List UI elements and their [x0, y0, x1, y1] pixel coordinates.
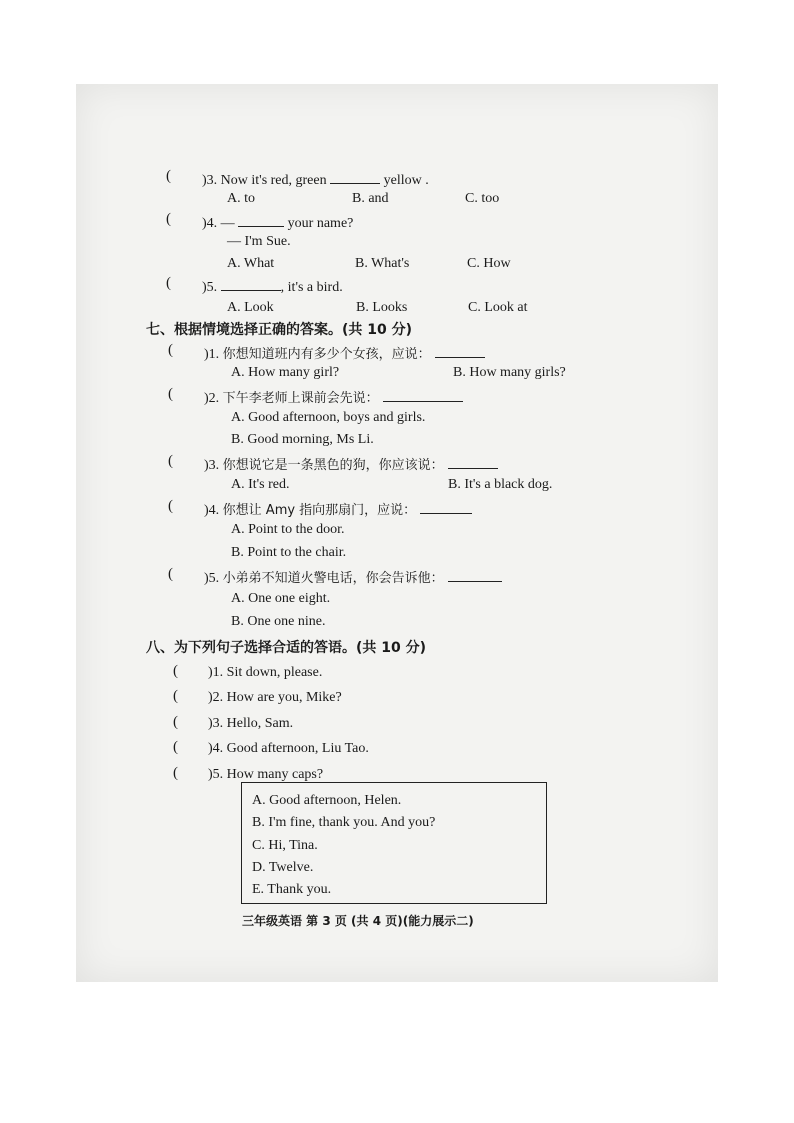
question-p7-5 — [204, 567, 502, 588]
answer-paren: ( — [173, 688, 178, 704]
answer-paren: ( — [166, 211, 171, 227]
question-p8-2: )2. How are you, Mike? — [208, 690, 342, 705]
option-b: B. Looks — [356, 300, 408, 315]
option-a: A. What — [227, 256, 275, 271]
option-a: A. to — [227, 191, 255, 206]
dialogue-reply: — I'm Sue. — [227, 234, 291, 249]
question-prompt: 你想说它是一条黑色的狗，你应该说： — [222, 458, 444, 473]
question-number: )5. — [202, 280, 221, 295]
question-p8-4: )4. Good afternoon, Liu Tao. — [208, 741, 369, 756]
question-p7-1 — [204, 343, 485, 364]
box-option-d: D. Twelve. — [252, 860, 314, 875]
option-b: B. Good morning, Ms Li. — [231, 432, 374, 447]
question-p8-5: )5. How many caps? — [208, 767, 324, 782]
question-stem-end: yellow . — [380, 173, 429, 188]
question-p8-3: )3. Hello, Sam. — [208, 716, 294, 731]
question-p7-2 — [204, 387, 463, 408]
question-number: )2. — [204, 391, 223, 406]
answer-blank — [448, 454, 498, 469]
question-p6-5 — [202, 276, 343, 297]
answer-paren: ( — [173, 663, 178, 679]
answer-paren: ( — [168, 566, 173, 582]
answer-blank — [221, 276, 281, 291]
answer-paren: ( — [173, 765, 178, 781]
question-stem: — — [220, 216, 239, 231]
question-number: )1. — [204, 347, 223, 362]
option-b: B. One one nine. — [231, 614, 326, 629]
answer-paren: ( — [168, 498, 173, 514]
question-stem-end: , it's a bird. — [280, 280, 343, 295]
answer-paren: ( — [173, 714, 178, 730]
option-b: B. How many girls? — [453, 365, 566, 380]
answer-paren: ( — [168, 342, 173, 358]
answer-blank — [435, 343, 485, 358]
answer-blank — [238, 212, 284, 227]
option-b: B. Point to the chair. — [231, 545, 347, 560]
option-a: A. Point to the door. — [231, 522, 345, 537]
box-option-e: E. Thank you. — [252, 882, 332, 897]
section-heading-8: 八、为下列句子选择合适的答语。(共 10 分) — [146, 640, 427, 656]
question-number: )3. — [202, 173, 221, 188]
option-c: C. too — [465, 191, 500, 206]
answer-paren: ( — [166, 275, 171, 291]
box-option-b: B. I'm fine, thank you. And you? — [252, 815, 436, 830]
answer-blank — [383, 387, 463, 402]
question-number: )4. — [202, 216, 221, 231]
question-prompt: 你想让 Amy 指向那扇门，应说： — [222, 503, 417, 518]
option-c: C. How — [467, 256, 511, 271]
option-c: C. Look at — [468, 300, 528, 315]
box-option-c: C. Hi, Tina. — [252, 838, 318, 853]
question-stem-end: your name? — [284, 216, 354, 231]
question-stem: Now it's red, green — [220, 173, 331, 188]
section-heading-7: 七、根据情境选择正确的答案。(共 10 分) — [146, 322, 413, 338]
question-p6-4 — [202, 212, 353, 233]
option-a: A. How many girl? — [231, 365, 340, 380]
page-footer: 三年级英语 第 3 页 (共 4 页)(能力展示二) — [242, 914, 474, 928]
answer-blank — [330, 169, 380, 184]
option-a: A. It's red. — [231, 477, 290, 492]
option-b: B. It's a black dog. — [448, 477, 553, 492]
answer-paren: ( — [168, 453, 173, 469]
option-a: A. Look — [227, 300, 274, 315]
answer-blank — [420, 499, 472, 514]
option-b: B. What's — [355, 256, 410, 271]
question-p8-1: )1. Sit down, please. — [208, 665, 323, 680]
option-a: A. Good afternoon, boys and girls. — [231, 410, 426, 425]
question-prompt: 小弟弟不知道火警电话，你会告诉他： — [222, 571, 444, 586]
option-a: A. One one eight. — [231, 591, 331, 606]
answer-paren: ( — [166, 168, 171, 184]
answer-paren: ( — [168, 386, 173, 402]
answer-blank — [448, 567, 502, 582]
question-number: )4. — [204, 503, 223, 518]
question-prompt: 下午李老师上课前会先说： — [222, 391, 379, 406]
answer-paren: ( — [173, 739, 178, 755]
question-prompt: 你想知道班内有多少个女孩，应说： — [222, 347, 431, 362]
question-p7-3 — [204, 454, 498, 475]
option-b: B. and — [352, 191, 389, 206]
question-number: )3. — [204, 458, 223, 473]
question-p6-3 — [202, 169, 429, 190]
box-option-a: A. Good afternoon, Helen. — [252, 793, 402, 808]
question-number: )5. — [204, 571, 223, 586]
question-p7-4 — [204, 499, 472, 520]
